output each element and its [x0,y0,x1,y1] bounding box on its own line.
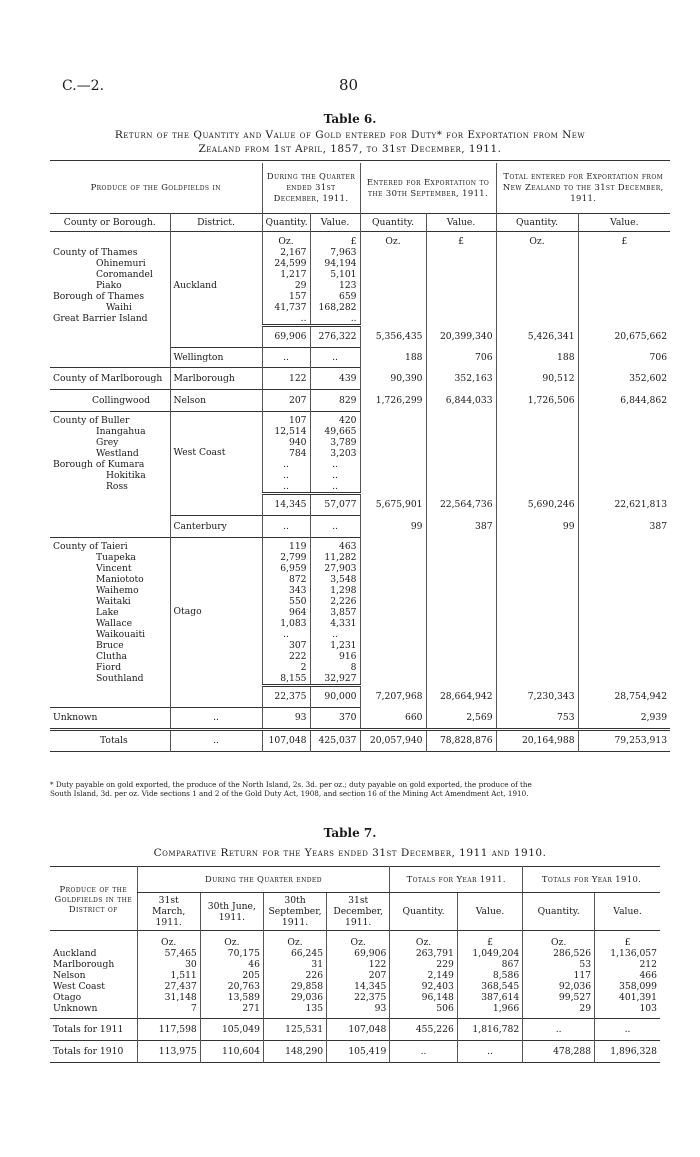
sep-cell: 148,290 [263,1041,326,1063]
table6-head-produce: Produce of the Goldfields in [90,182,221,193]
county-name: Southland [96,672,144,684]
table7-head-quantity: Quantity. [390,893,458,931]
value-cell: 168,282 [310,302,360,313]
quantity-cell: 24,599 [262,258,310,269]
dec-cell: 14,345 [327,981,390,992]
total-quantity: 99 [496,515,578,537]
value-cell: 3,857 [310,607,360,618]
unit-oz: Oz. [496,231,578,247]
county-name: Piako [96,279,122,291]
district-otago: Otago [170,537,262,685]
total-value: 28,754,942 [578,685,670,707]
quantity-cell: 307 [262,640,310,651]
prev-value: 387 [426,515,496,537]
quantity-cell: .. [262,347,310,367]
table6-sub-value: Value. [310,213,360,231]
value-cell: 94,194 [310,258,360,269]
prev-value: 6,844,033 [426,389,496,411]
q1910-cell: 99,527 [523,992,595,1003]
quantity-cell: 119 [262,537,310,552]
prev-quantity: 1,726,299 [360,389,426,411]
value-cell: .. [310,459,360,470]
table6-sub-quantity: Quantity. [360,213,426,231]
prev-quantity: 5,356,435 [360,325,426,347]
table7-head-quarter: During the Quarter ended [137,867,390,893]
county-name: Westland [96,447,139,459]
prev-value: 22,564,736 [426,493,496,515]
table6-head-quarter: During the Quarter ended 31st December, 1911. [262,163,360,213]
totals-quantity: 107,048 [262,729,310,751]
sep-cell: 226 [263,970,326,981]
q1911-cell: 96,148 [390,992,458,1003]
subtotal-quantity: 69,906 [262,325,310,347]
quantity-cell: .. [262,515,310,537]
district-nelson: Nelson [170,389,262,411]
county-name: Inangahua [96,425,146,437]
prev-quantity: 188 [360,347,426,367]
quantity-cell: 6,959 [262,563,310,574]
quantity-cell: 872 [262,574,310,585]
table7 [50,866,660,1063]
sep-cell: 66,245 [263,948,326,959]
v1911-cell: 1,966 [457,1003,522,1019]
totals-label: Totals [50,729,170,751]
dec-cell: 122 [327,959,390,970]
county-name: Fiord [96,661,122,673]
table6-head-total: Total entered for Exportation from New Zealand to the 31st December, 1911. [496,163,670,213]
v1910-cell: 1,896,328 [595,1041,660,1063]
quantity-cell: 207 [262,389,310,411]
footnote-line-1: * Duty payable on gold exported, the produce of the North Island, 2s. 3d. per oz.; duty payable on gold exported, the produce of the [50,780,532,789]
table7-head-quantity: Quantity. [523,893,595,931]
county-name: County of Taieri [50,537,170,552]
q1910-cell: 117 [523,970,595,981]
county-name: Collingwood [50,389,170,411]
prev-value: 20,399,340 [426,325,496,347]
total-quantity: 753 [496,707,578,729]
table7-head-september: 30th September, 1911. [263,893,326,931]
county-name: Borough of Thames [53,290,145,302]
prev-value: 2,569 [426,707,496,729]
value-cell: 3,548 [310,574,360,585]
value-cell: 49,665 [310,426,360,437]
value-cell: 2,226 [310,596,360,607]
table7-head-year1910: Totals for Year 1910. [523,867,660,893]
table6-sub-quantity: Quantity. [496,213,578,231]
unit-oz: Oz. [360,231,426,247]
quantity-cell: 784 [262,448,310,459]
total-quantity: 1,726,506 [496,389,578,411]
dec-cell: 22,375 [327,992,390,1003]
county-name: Coromandel [96,268,153,280]
county-name: Tuapeka [96,551,136,563]
v1911-cell: 8,586 [457,970,522,981]
county-name: Waihemo [96,584,139,596]
dec-cell: 105,419 [327,1041,390,1063]
subtotal-quantity: 22,375 [262,685,310,707]
totals-total-quantity: 20,164,988 [496,729,578,751]
table6-sub-quantity: Quantity. [262,213,310,231]
table7-head-march: 31st March, 1911. [137,893,200,931]
totals-total-value: 79,253,913 [578,729,670,751]
mar-cell: 1,511 [137,970,200,981]
jun-cell: 205 [200,970,263,981]
table6-head-entered: Entered for Exportation to the 30th September, 1911. [360,163,496,213]
total-value: 20,675,662 [578,325,670,347]
mar-cell: 113,975 [137,1041,200,1063]
county-name: Bruce [96,639,124,651]
v1911-cell: 1,049,204 [457,948,522,959]
dec-cell: 207 [327,970,390,981]
value-cell: .. [310,481,360,494]
table6: Produce of the Goldfields in During the Quarter ended 31st December, 1911. Entered for Exportation to the 30th September, 1911. Total entered for Exportation from New Zealand to the 31st December, 1911. County or Borough. District. Quantity. Value. Quantity. Value. Quantity. Value. Oz. £ Oz. £ Oz. £ County of Thames Auckland 2,167 7,963 Ohinemuri 24,599 94,194 Coromandel 1,217 5,101 Piako 29 123 Borough of Thames 157 659 Waihi 41,737 168,282 Great Barrier Island .. .. 69,906 276,322 5,356,435 20,399,340 5,426,341 20,675,662 Wellington .. .. 188 706 188 706 County of Marlborough Marlborough 122 439 90,390 352,163 90,512 352,602 Collingwood Nelson 207 829 1,726,299 6,844,033 1,726,506 6,844,862 County of Buller West Coast 107 420 Inangahua 12,514 49,665 Grey 940 3,789 Westland 784 3,203 Borough of Kumara .. .. Hokitika .. .. Ross .. .. 14,345 57,077 5,675,901 22,564,736 5,690,246 22,621,813 Canterbury .. .. 99 387 99 387 County of Taieri Otago 119 463 Tuapeka 2,799 11,282 Vincent 6,959 27,903 Maniototo 872 3,548 Waihemo 343 1,298 Waitaki 550 2,226 Lake 964 3,857 Wallace 1,083 4,331 Waikouaiti .. .. Bruce 307 1,231 Clutha 222 916 Fiord 2 8 Southland 8,155 32,927 22,375 90,000 7,207,968 28,664,942 7,230,343 28,754,942 Unknown .. 93 370 660 2,569 753 2,939 Totals .. 107,048 425,037 20,057,940 78,828,876 20,164,988 79,253,913 [50,163,670,752]
district-canterbury: Canterbury [170,515,262,537]
quantity-cell: 1,217 [262,269,310,280]
county-name: Grey [96,436,119,448]
prev-value: 352,163 [426,367,496,389]
county-name: Waikouaiti [96,628,146,640]
q1911-cell: .. [390,1041,458,1063]
subtotal-value: 276,322 [310,325,360,347]
unit-pound: £ [578,231,670,247]
table6-sub-county: County or Borough. [63,216,156,228]
unit-pound: £ [595,931,660,949]
table6-title: Table 6. [323,112,377,126]
v1911-cell: 368,545 [457,981,522,992]
quantity-cell: 107 [262,411,310,426]
q1911-cell: 2,149 [390,970,458,981]
prev-value: 706 [426,347,496,367]
quantity-cell: 343 [262,585,310,596]
value-cell: 916 [310,651,360,662]
quantity-cell: 222 [262,651,310,662]
v1911-cell: 387,614 [457,992,522,1003]
q1911-cell: 229 [390,959,458,970]
unit-pound: £ [310,231,360,247]
value-cell: 27,903 [310,563,360,574]
subtotal-quantity: 14,345 [262,493,310,515]
table6-subtitle-1: Return of the Quantity and Value of Gold entered for Duty* for Exportation from New [114,129,586,141]
quantity-cell: 12,514 [262,426,310,437]
jun-cell: 13,589 [200,992,263,1003]
district-name: Nelson [53,970,86,981]
value-cell: .. [310,629,360,640]
mar-cell: 27,437 [137,981,200,992]
district-name: Marlborough [53,959,115,970]
v1911-cell: 1,816,782 [457,1019,522,1041]
county-name: County of Thames [53,246,138,258]
value-cell: 8 [310,662,360,673]
county-name: County of Marlborough [50,367,170,389]
table7-subtitle: Comparative Return for the Years ended 31st December, 1911 and 1910. [153,847,547,859]
quantity-cell: 157 [262,291,310,302]
total-quantity: 5,426,341 [496,325,578,347]
totals-value: 425,037 [310,729,360,751]
total-value: 706 [578,347,670,367]
prev-quantity: 7,207,968 [360,685,426,707]
total-quantity: 188 [496,347,578,367]
table6-footnote [50,780,670,798]
v1910-cell: 466 [595,970,660,981]
total-value: 387 [578,515,670,537]
county-name: Vincent [96,562,132,574]
totals-1910-label: Totals for 1910 [53,1046,124,1057]
county-name: Maniototo [96,573,144,585]
quantity-cell: .. [262,313,310,326]
value-cell: 370 [310,707,360,729]
unit-oz: Oz. [262,231,310,247]
county-name: Waihi [106,301,132,313]
county-name: Ohinemuri [96,257,146,269]
prev-value: 28,664,942 [426,685,496,707]
sep-cell: 29,036 [263,992,326,1003]
total-quantity: 5,690,246 [496,493,578,515]
county-name: County of Buller [50,411,170,426]
quantity-cell: 550 [262,596,310,607]
quantity-cell: .. [262,481,310,494]
county-name: Hokitika [106,469,146,481]
unit-oz: Oz. [200,931,263,949]
quantity-cell: .. [262,459,310,470]
total-value: 6,844,862 [578,389,670,411]
prev-quantity: 660 [360,707,426,729]
total-value: 352,602 [578,367,670,389]
district-marlborough: Marlborough [170,367,262,389]
subtotal-value: 57,077 [310,493,360,515]
prev-quantity: 5,675,901 [360,493,426,515]
v1910-cell: 358,099 [595,981,660,992]
prev-quantity: 99 [360,515,426,537]
sep-cell: 125,531 [263,1019,326,1041]
value-cell: 1,231 [310,640,360,651]
q1910-cell: 92,036 [523,981,595,992]
totals-1911-label: Totals for 1911 [53,1024,124,1035]
table7-head-produce: Produce of the Goldfields in the District of [54,883,133,914]
q1911-cell: 92,403 [390,981,458,992]
value-cell: 829 [310,389,360,411]
footnote-line-2: South Island, 3d. per oz. Vide sections 1 and 2 of the Gold Duty Act, 1908, and section 16 of the Mining Act Amendment Act, 1910. [50,789,529,798]
value-cell: 32,927 [310,673,360,686]
dec-cell: 93 [327,1003,390,1019]
county-name: Borough of Kumara [53,458,145,470]
quantity-cell: 41,737 [262,302,310,313]
v1911-cell: 867 [457,959,522,970]
county-name: Waitaki [96,595,131,607]
q1910-cell: 286,526 [523,948,595,959]
page-number: 80 [339,76,359,94]
county-name: Clutha [96,650,127,662]
value-cell: 659 [310,291,360,302]
paper-number: C.—2. [62,78,105,94]
total-value: 22,621,813 [578,493,670,515]
value-cell: 5,101 [310,269,360,280]
county-name: Ross [106,480,128,492]
q1910-cell: 53 [523,959,595,970]
quantity-cell: 940 [262,437,310,448]
mar-cell: 7 [137,1003,200,1019]
county-name: Wallace [96,617,133,629]
table6-top-rule [50,160,670,161]
q1911-cell: 455,226 [390,1019,458,1041]
unit-pound: £ [426,231,496,247]
value-cell: 4,331 [310,618,360,629]
v1910-cell: 103 [595,1003,660,1019]
table6-sub-district: District. [170,213,262,231]
table7-head-june: 30th June, 1911. [200,893,263,931]
quantity-cell: .. [262,629,310,640]
value-cell: 439 [310,367,360,389]
dec-cell: 107,048 [327,1019,390,1041]
table6-sub-value: Value. [578,213,670,231]
district-name: Auckland [53,948,97,959]
v1910-cell: 212 [595,959,660,970]
jun-cell: 110,604 [200,1041,263,1063]
mar-cell: 57,465 [137,948,200,959]
quantity-cell: 2,167 [262,247,310,258]
q1911-cell: 506 [390,1003,458,1019]
value-cell: 420 [310,411,360,426]
prev-quantity: 90,390 [360,367,426,389]
table7-head-year1911: Totals for Year 1911. [390,867,523,893]
unit-pound: £ [457,931,522,949]
value-cell: .. [310,470,360,481]
mar-cell: 30 [137,959,200,970]
table6-subtitle-2: Zealand from 1st April, 1857, to 31st December, 1911. [198,143,502,155]
dec-cell: 69,906 [327,948,390,959]
value-cell: 11,282 [310,552,360,563]
totals-prev-value: 78,828,876 [426,729,496,751]
county-name: Unknown [50,707,170,729]
jun-cell: 271 [200,1003,263,1019]
q1910-cell: .. [523,1019,595,1041]
county-name: Great Barrier Island [53,312,148,324]
sep-cell: 135 [263,1003,326,1019]
unit-oz: Oz. [390,931,458,949]
district-west-coast: West Coast [170,411,262,493]
quantity-cell: 2 [262,662,310,673]
district-name: West Coast [53,981,105,992]
value-cell: 123 [310,280,360,291]
district-auckland: Auckland [170,247,262,326]
value-cell: 3,203 [310,448,360,459]
quantity-cell: 8,155 [262,673,310,686]
district-wellington: Wellington [170,347,262,367]
table7-title: Table 7. [323,826,377,840]
mar-cell: 31,148 [137,992,200,1003]
jun-cell: 20,763 [200,981,263,992]
jun-cell: 105,049 [200,1019,263,1041]
table6-sub-value: Value. [426,213,496,231]
totals-prev-quantity: 20,057,940 [360,729,426,751]
q1910-cell: 29 [523,1003,595,1019]
total-value: 2,939 [578,707,670,729]
total-quantity: 90,512 [496,367,578,389]
v1910-cell: .. [595,1019,660,1041]
unit-oz: Oz. [523,931,595,949]
unit-oz: Oz. [263,931,326,949]
county-name: Lake [96,606,119,618]
q1911-cell: 263,791 [390,948,458,959]
sep-cell: 29,858 [263,981,326,992]
quantity-cell: 2,799 [262,552,310,563]
jun-cell: 70,175 [200,948,263,959]
jun-cell: 46 [200,959,263,970]
mar-cell: 117,598 [137,1019,200,1041]
table7-head-december: 31st December, 1911. [327,893,390,931]
quantity-cell: 93 [262,707,310,729]
quantity-cell: .. [262,470,310,481]
value-cell: .. [310,347,360,367]
unit-oz: Oz. [137,931,200,949]
value-cell: 463 [310,537,360,552]
value-cell: 1,298 [310,585,360,596]
value-cell: .. [310,515,360,537]
unit-oz: Oz. [327,931,390,949]
table7-head-value: Value. [457,893,522,931]
value-cell: 7,963 [310,247,360,258]
quantity-cell: 122 [262,367,310,389]
table7-head-value: Value. [595,893,660,931]
v1910-cell: 1,136,057 [595,948,660,959]
quantity-cell: 29 [262,280,310,291]
sep-cell: 31 [263,959,326,970]
v1910-cell: 401,391 [595,992,660,1003]
value-cell: .. [310,313,360,326]
subtotal-value: 90,000 [310,685,360,707]
quantity-cell: 1,083 [262,618,310,629]
total-quantity: 7,230,343 [496,685,578,707]
value-cell: 3,789 [310,437,360,448]
v1911-cell: .. [457,1041,522,1063]
district-name: Otago [53,992,82,1003]
q1910-cell: 478,288 [523,1041,595,1063]
quantity-cell: 964 [262,607,310,618]
district-name: Unknown [53,1003,98,1014]
